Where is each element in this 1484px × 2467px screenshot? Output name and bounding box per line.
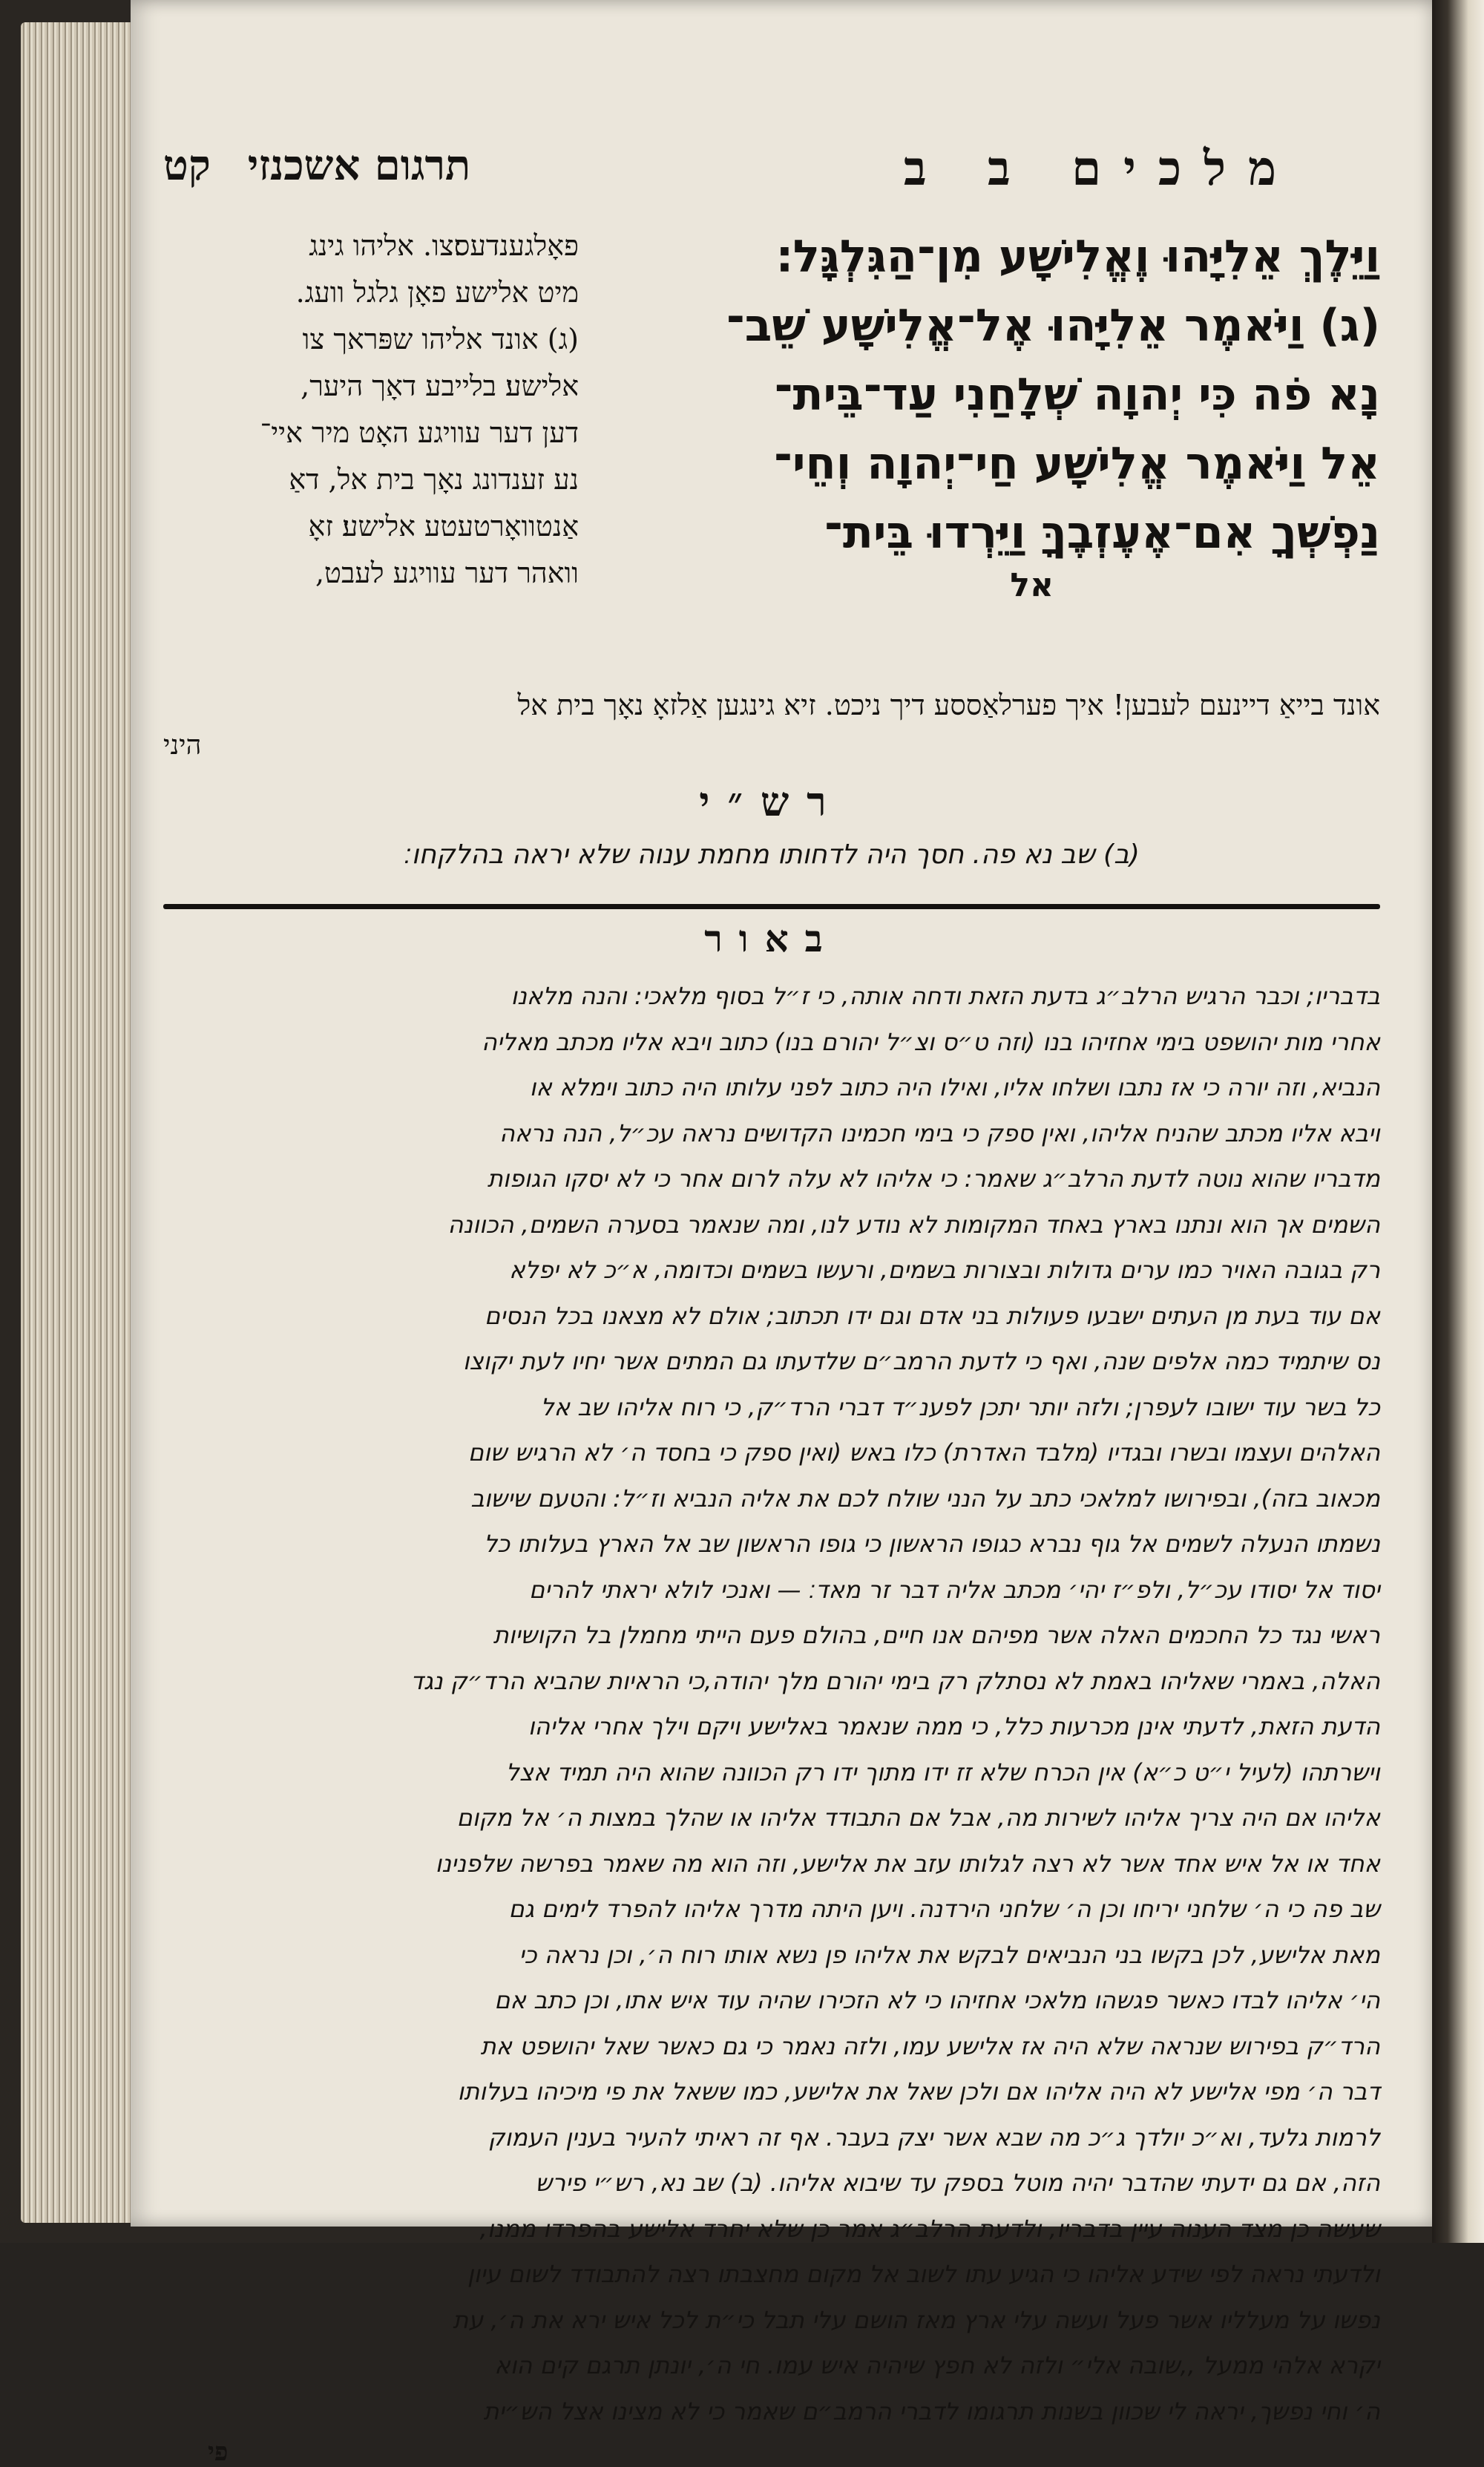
commentary-line: הזה, אם גם ידעתי שהדבר יהיה מוטל בספק עד שיבוא אליהו. (ב) שב נא, רש״י פירש — [535, 2169, 1380, 2197]
commentary-line: לרמות גלעד, וא״כ יולדך ג״כ מה שבא אשר יצק בעבר. אף זה ראיתי להעיר בענין העמוק — [487, 2123, 1380, 2152]
commentary-line: אחרי מות יהושפט בימי אחזיהו בנו (וזה ט״ס וצ״ל יהורם בנו) כתוב ויבא אליו מכתב מאליה — [482, 1027, 1380, 1056]
catchword: פי — [208, 2437, 229, 2467]
targum-line: דען דער עוויגע האָט מיר איי־ — [260, 416, 579, 449]
targum-line: נע זענדונג נאָך בית אל, דאַ — [289, 463, 579, 496]
biur-title: באור — [704, 917, 839, 960]
commentary-line: השמים אך הוא ונתנו בארץ באחד המקומות לא נודע לנו, ומה שנאמר בסערה השמים, הכוונה — [447, 1210, 1380, 1239]
commentary-line: האלהים ועצמו ובשרו ובגדיו (מלבד האדרת) כלו באש (ואין ספק כי בחסד ה׳ לא הרגיש שום — [467, 1438, 1380, 1467]
targum-line: פאָלגענדעס׃צו. אליהו גינג — [309, 229, 579, 262]
commentary-line: יסוד אל יסודו עכ״ל, ולפ״ז יהי׳ מכתב אליה דבר זר מאד׃ — ואנכי לולא יראתי להרים — [529, 1575, 1380, 1604]
commentary-line: אם עוד בעת מן העתים ישבעו פעולות בני אדם וגם ידו תכתוב; אולם לא מצאנו בכל הנסים — [485, 1301, 1380, 1330]
commentary-line: האלה, באמרי שאליהו באמת לא נסתלק רק בימי יהורם מלך יהודה,כי הראיות שהביא הרד״ק נגד — [410, 1666, 1380, 1695]
commentary-line: אחד או אל איש אחד אשר לא רצה לגלותו עזב את אלישע, וזה הוא מה שאמר בפרשה שלפנינו — [435, 1849, 1380, 1878]
targum-line: וואהר דער עוויגע לעבט, — [315, 557, 579, 589]
book-gutter — [1432, 0, 1484, 2243]
commentary-line: מכאוב בזה), ובפירושו למלאכי כתב על הנני שולח לכם את אליה הנביא וז״ל: והטעם שישוב — [470, 1484, 1380, 1513]
commentary-line: כל בשר עוד ישובו לעפרן; ולזה יותר יתכן לפענ״ד דברי הרד״ק, כי רוח אליהו שב אל — [540, 1392, 1380, 1421]
page-header — [163, 141, 1380, 223]
commentary-line: נשמתו הנעלה לשמים אל גוף נברא כגופו הראשון כי גופו הראשון שב אל הארץ בעלותו כל — [484, 1530, 1380, 1558]
main-text-area — [163, 223, 1380, 683]
commentary-line: הדעת הזאת, לדעתי אינן מכרעות כלל, כי ממה שנאמר באלישע ויקם וילך אחרי אליהו — [528, 1712, 1380, 1740]
targum-line: (ג) אונד אליהו שפּראך צו — [302, 323, 579, 356]
commentary-line: מאת אלישע, לכן בקשו בני הנביאים לבקש את אליהו פן נשא אותו רוח ה׳, וכן נראה כי — [519, 1940, 1380, 1969]
targum-end-word: היני — [163, 730, 202, 761]
commentary-line: ה׳ וחי נפשך, יראה לי שכוון בשנות תרגומו לדברי הרמב״ם שאמר כי לא מצינו אצל הש״ית — [483, 2396, 1380, 2425]
commentary-line: מדבריו שהוא נוטה לדעת הרלב״ג שאמר: כי אליהו לא עלה לרום אחר כי לא יסקו הגופות — [487, 1164, 1380, 1193]
hebrew-verse-block — [638, 223, 1380, 603]
section-divider — [163, 904, 1380, 909]
rashi-commentary: (ב) שב נא פה. חסך היה לדחותו מחמת ענוה שלא יראה בהלקחו׃ — [404, 839, 1140, 870]
commentary-line: נס שיתמיד כמה אלפים שנה, ואף כי לדעת הרמב״ם שלדעתו גם המתים אשר יחיו לעת יקוצו — [462, 1347, 1380, 1375]
commentary-line: שעשה כן מצד הענוה עיין בדבריו, ולדעת הרלב״ג אמר כן שלא יחרד אלישע בהפרדו ממנו, — [479, 2214, 1380, 2243]
targum-line: מיט אלישע פאָן גלגל וועג. — [295, 276, 579, 309]
commentary-line: הי׳ אליהו לבדו כאשר פגשהו מלאכי אחזיהו כי לא הזכירו שהיה עוד איש אתו, וכן כתב אם — [494, 1986, 1380, 2014]
commentary-line: רק בגובה האויר כמו ערים גדולות ובצורות בשמים, ורעשו בשמים וכדומה, א״כ לא יפלא — [509, 1256, 1380, 1284]
running-head: מלכים ב ב — [903, 141, 1298, 197]
targum-title: תרגום אשכנזי — [247, 141, 471, 190]
commentary-line: ולדעתי נראה לפי שידע אליהו כי הגיע עתו לשוב אל מקום מחצבתו רצה להתבודד לשום עיון — [467, 2260, 1380, 2288]
commentary-line: בדבריו; וכבר הרגיש הרלב״ג בדעת הזאת ודחה אותה, כי ז״ל בסוף מלאכי: והנה מלאנו — [510, 982, 1380, 1010]
commentary-line: וישרתהו (לעיל י״ט כ״א) אין הכרח שלא זז ידו מתוך ידו רק הכוונה שהוא היה תמיד אצל — [505, 1757, 1380, 1786]
commentary-line: דבר ה׳ מפי אלישע לא היה אליהו אם ולכן שאל את אלישע, כמו ששאל את פי מיכיהו בעלותו — [457, 2077, 1380, 2106]
commentary-line: הנביא, וזה יורה כי אז נתבו ושלחו אליו, ואילו היה כתוב לפני עלותו היה כתוב וימלא או — [529, 1073, 1380, 1101]
targum-line: אַנטוואָרטעטע אלישע׃ זאָ — [308, 510, 579, 543]
commentary-line: ויבא אליו מכתב שהניח אליהו, ואין ספק כי בימי חכמינו הקדושים נראה עכ״ל, הנה נראה — [499, 1118, 1380, 1147]
verse-line: (ג) וַיֹּאמֶר אֵלִיָּהוּ אֶל־אֱלִישָׁע שֵׁב־ — [726, 300, 1380, 352]
commentary-line: נפשו על מעלליו אשר פעל ועשה עלי ארץ מאז הושם עלי תבל כי״ת לכל איש ירא את ה׳, עת — [453, 2305, 1380, 2334]
rashi-title: רש״י — [699, 778, 844, 825]
commentary-line: הרד״ק בפירוש שנראה שלא היה אז אלישע עמו, ולזה נאמר כי גם כאשר שאל יהושפט את — [480, 2031, 1380, 2060]
page-number: קט — [163, 141, 211, 190]
commentary-line: אליהו אם היה צריך אליהו לשירות מה, אבל אם התבודד אליהו או שהלך במצות ה׳ אל מקום — [456, 1803, 1380, 1832]
verse-tail: אל — [1010, 566, 1054, 604]
verse-line: נַפְשְׁךָ אִם־אֶעֶזְבֶךָּ וַיֵּרְדוּ בֵּית־ — [824, 507, 1380, 559]
targum-continuation-line: אונד בייאַ דיינעם לעבען! איך פערלאַססע דיך ניכט. זיא גינגען אַלזאָ נאָך בית אל — [517, 689, 1380, 721]
verse-line: אֵל וַיֹּאמֶר אֱלִישָׁע חַי־יְהוָה וְחֵי־ — [773, 438, 1380, 490]
commentary-line: שב פה כי ה׳ שלחני יריחו וכן ה׳ שלחני הירדנה. ויען היתה מדרך אליהו להפרד לימים גם — [508, 1895, 1380, 1923]
verse-line: נָא פֹה כִּי יְהוָה שְׁלָחַנִי עַד־בֵּית־ — [774, 369, 1380, 421]
commentary-line: יקרא אלהי ממעל ,,שובה אלי״ ולזה לא חפץ שיהיה איש עמו. חי ה׳, יונתן תרגם קים הוא — [494, 2351, 1380, 2379]
commentary-line: ראשי נגד כל החכמים האלה אשר מפיהם אנו חיים, בהולם פעם הייתי מחמלן בל הקושיות — [493, 1621, 1380, 1649]
page-content — [163, 141, 1380, 2467]
targum-header — [163, 141, 470, 190]
verse-line: וַיֵּלֶךְ אֵלִיָּהוּ וֶאֱלִישָׁע מִן־הַגִּלְגָּל׃ — [776, 231, 1380, 283]
biur-commentary — [163, 974, 1380, 2434]
page-edges — [21, 22, 139, 2223]
targum-line: אלישע׃ בלייבע דאָך היער, — [301, 370, 579, 402]
yiddish-translation-column — [163, 223, 579, 597]
